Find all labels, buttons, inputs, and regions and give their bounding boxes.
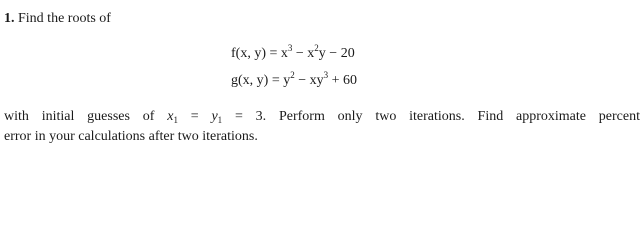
body-line-2: error in your calculations after two iterations. <box>4 129 258 144</box>
equation-g-exp2: 3 <box>323 70 329 80</box>
initial-x-var: x <box>167 109 174 124</box>
equation-f <box>231 45 355 63</box>
equation-f-term1: f(x, y) = x <box>231 46 288 61</box>
equation-g-term1: g(x, y) = y <box>231 73 291 88</box>
equation-g <box>231 72 357 90</box>
initial-x-sub: 1 <box>173 115 178 125</box>
equation-f-exp2: 2 <box>314 43 319 53</box>
equation-f-lhs <box>231 43 355 61</box>
initial-value: = 3 <box>222 109 263 124</box>
equation-f-term3: y − 20 <box>318 46 355 61</box>
initial-eq-sign: = <box>177 109 212 124</box>
initial-y-var: y <box>211 109 218 124</box>
problem-prompt: Find the roots of <box>18 11 111 26</box>
problem-body <box>4 107 640 147</box>
problem-header <box>4 11 111 27</box>
problem-number: 1. <box>4 11 15 26</box>
equation-f-term2: − x <box>292 46 315 61</box>
body-text-before: with initial guesses of <box>4 109 155 124</box>
equation-g-term2: − xy <box>294 73 324 88</box>
body-line-1 <box>4 107 640 127</box>
equation-g-exp1: 2 <box>290 70 295 80</box>
initial-y-sub: 1 <box>217 115 223 125</box>
equation-g-lhs <box>231 70 358 88</box>
equation-f-exp1: 3 <box>287 43 293 53</box>
equation-g-term3: + 60 <box>328 73 358 88</box>
body-text-after: . Perform only two iterations. Find approximate percent <box>262 109 640 124</box>
